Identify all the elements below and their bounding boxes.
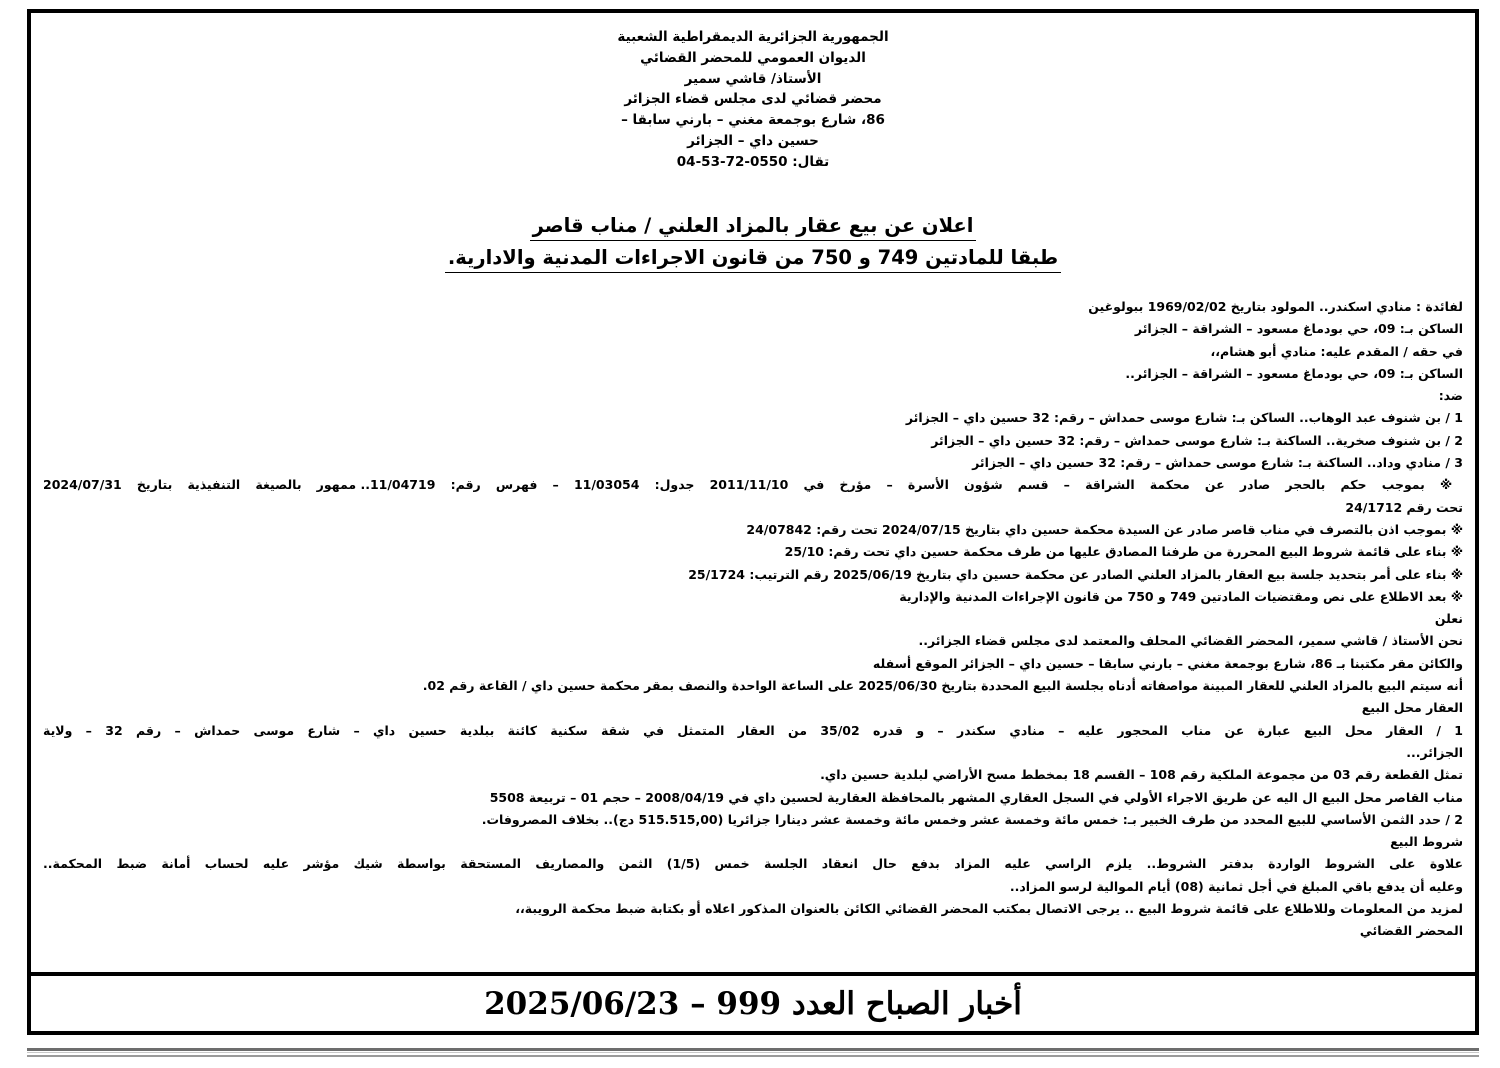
notice-title [31,213,1475,277]
header-city: حسين داي – الجزائر [687,132,819,149]
body-line: في حقه / المقدم عليه: منادي أبو هشام،، [1210,343,1463,359]
body-line: العقار محل البيع [1361,700,1463,716]
body-line: 1 / العقار محل البيع عبارة عن مناب المحجور عليه – منادي سكندر – و قدره 35/02 من العقار المتمثل في شقة سكنية كائنة ببلدية حسين داي – شارع موسى حمداش – رقم 32 – ولاية [43,722,1463,738]
body-line: ※ بناء على قائمة شروط البيع المحررة من طرفنا المصادق عليها من طرف محكمة حسين داي تحت رقم: 25/10 [784,544,1463,560]
body-line: ضد: [1438,388,1463,404]
title-line-2: طبقا للمادتين 749 و 750 من قانون الاجراءات المدنية والادارية. [445,245,1061,273]
body-line: مناب القاصر محل البيع ال اليه عن طريق الاجراء الأولي في السجل العقاري المشهر بالمحافظة العقارية لحسين داي في 2008/04/19 – حجم 01 – تربيعة 5508 [489,789,1463,805]
body-line: ※ بموجب اذن بالتصرف في مناب قاصر صادر عن السيدة محكمة حسين داي بتاريخ 2024/07/15 تحت رقم: 24/07842 [746,521,1463,537]
newspaper-issue-date: أخبار الصباح العدد 999 – 2025/06/23 [484,985,1022,1022]
body-line: ※ بناء على أمر بتحديد جلسة بيع العقار بالمزاد العلني الصادر عن محكمة حسين داي بتاريخ 2025/06/19 رقم الترتيب: 25/1724 [688,566,1463,582]
body-line: نحن الأستاذ / قاشي سمير، المحضر القضائي المحلف والمعتمد لدى مجلس قضاء الجزائر.. [918,633,1463,649]
body-line: لمزيد من المعلومات وللاطلاع على قائمة شروط البيع .. يرجى الاتصال بمكتب المحضر القضائي الكائن بالعنوان المذكور اعلاه أو بكتابة ضبط محكمة الرويبة،، [515,901,1463,917]
header-address: 86، شارع بوجمعة مغني – بارني سابقا – [621,112,885,129]
header-bailiff-title: محضر قضائي لدى مجلس قضاء الجزائر [624,91,882,108]
issuer-header [31,27,1475,173]
notice-content [43,296,1463,943]
header-bailiff-name: الأستاذ/ قاشي سمير [684,70,822,87]
newspaper-footer [31,976,1475,1031]
header-phone: تقال: 0550-72-53-04 [676,153,830,170]
body-line: لفائدة : منادي اسكندر.. المولود بتاريخ 1969/02/02 ببولوغين [1088,299,1463,314]
body-line: تمثل القطعة رقم 03 من مجموعة الملكية رقم 108 – القسم 18 بمخطط مسح الأراضي لبلدية حسين داي. [820,767,1463,783]
body-line: شروط البيع [1390,834,1463,850]
body-line: وعليه أن يدفع باقي المبلغ في أجل ثمانية (08) أيام الموالية لرسو المزاد.. [1009,878,1463,894]
body-line: المحضر القضائي [1359,923,1463,939]
header-country: الجمهورية الجزائرية الديمقراطية الشعبية [617,29,889,45]
body-line: أنه سيتم البيع بالمزاد العلني للعقار المبينة مواصفاته أدناه بجلسة البيع المحددة بتاريخ 2025/06/30 على الساعة الواحدة والنصف بمقر محكمة حسين داي / القاعة رقم 02. [422,678,1463,694]
notice-body [31,13,1475,976]
body-line: 3 / منادي وداد.. الساكنة بـ: شارع موسى حمداش – رقم: 32 حسين داي – الجزائر [972,455,1463,471]
body-line: 2 / حدد الثمن الأساسي للبيع المحدد من طرف الخبير بـ: خمس مائة وخمسة عشر وخمس مائة وخمسة عشر دينارا جزائريا (515.515,00 دج).. بخلاف المصروفات. [481,811,1463,827]
body-line: ※ بعد الاطلاع على نص ومقتضيات المادتين 749 و 750 من قانون الإجراءات المدنية والإدارية [899,588,1463,604]
title-line-1: اعلان عن بيع عقار بالمزاد العلني / مناب قاصر [530,213,977,241]
body-line: 2 / بن شنوف صخرية.. الساكنة بـ: شارع موسى حمداش – رقم: 32 حسين داي – الجزائر [931,432,1463,448]
notice-frame [27,9,1479,1035]
body-line: 1 / بن شنوف عبد الوهاب.. الساكن بـ: شارع موسى حمداش – رقم: 32 حسين داي – الجزائر [905,410,1463,426]
body-line: علاوة على الشروط الواردة بدفتر الشروط.. يلزم الراسي عليه المزاد بدفع حال انعقاد الجلسة خمس (1/5) الثمن والمصاريف المستحقة بواسطة شيك مؤشر عليه لحساب أمانة ضبط المحكمة.. [43,856,1463,872]
bottom-divider-inner [27,1052,1479,1053]
body-line: ※ بموجب حكم بالحجر صادر عن محكمة الشراقة – قسم شؤون الأسرة – مؤرخ في 2011/11/10 جدول: 11/03054 – فهرس رقم: 11/04719.. ممهور بالصيغة التنفيذية بتاريخ 2024/07/31 [43,477,1463,493]
body-line: تحت رقم 24/1712 [1345,499,1463,515]
body-line: والكائن مقر مكتبنا بـ 86، شارع بوجمعة مغني – بارني سابقا – حسين داي – الجزائر الموقع أسفله [872,655,1463,671]
header-office: الديوان العمومي للمحضر القضائي [640,49,866,66]
body-line: الساكن بـ: 09، حي بودماغ مسعود – الشراقة – الجزائر [1134,321,1463,337]
body-line: الساكن بـ: 09، حي بودماغ مسعود – الشراقة – الجزائر.. [1125,365,1463,381]
body-line: نعلن [1434,611,1463,627]
body-line: الجزائر... [1406,744,1463,760]
